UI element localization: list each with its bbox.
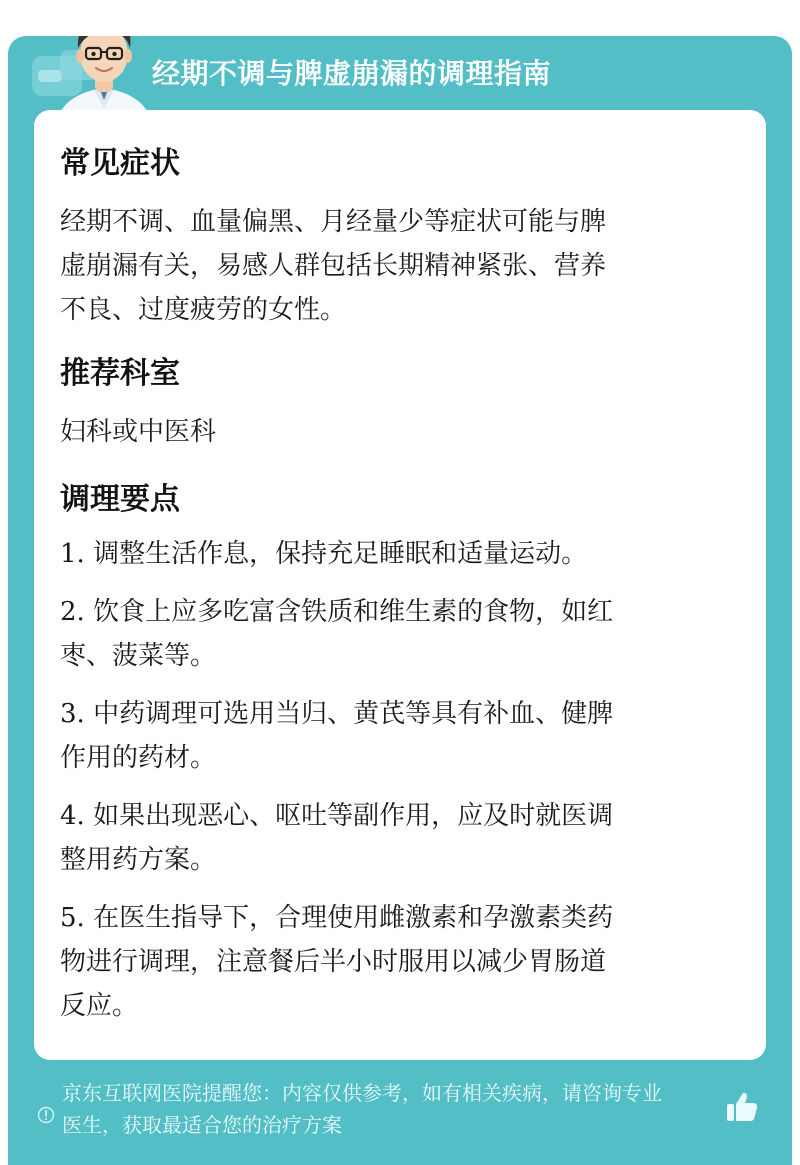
- tip-line: 如果出现恶心、呕吐等副作用，应及时就医调: [93, 801, 614, 831]
- tip-item-1: [60, 532, 740, 576]
- tip-number: 2.: [60, 597, 85, 627]
- guide-card: [8, 36, 792, 1165]
- disclaimer-line: 医生，获取最适合您的治疗方案: [62, 1113, 342, 1137]
- symptoms-line: 经期不调、血量偏黑、月经量少等症状可能与脾: [60, 207, 607, 237]
- tip-line: 饮食上应多吃富含铁质和维生素的食物，如红: [93, 597, 614, 627]
- tip-line: 整用药方案。: [60, 845, 217, 875]
- tip-line: 在医生指导下，合理使用雌激素和孕激素类药: [93, 903, 614, 933]
- tip-line: 反应。: [60, 991, 139, 1021]
- tips-heading: 调理要点: [60, 482, 180, 517]
- tip-line: 调整生活作息，保持充足睡眠和适量运动。: [93, 539, 588, 569]
- symptoms-text: [60, 200, 740, 332]
- disclaimer-line: 京东互联网医院提醒您：内容仅供参考，如有相关疾病，请咨询专业: [62, 1081, 662, 1105]
- symptoms-heading: 常见症状: [60, 146, 180, 181]
- info-icon: [37, 1106, 55, 1124]
- tip-number: 4.: [60, 801, 85, 831]
- tip-item-5: [60, 896, 740, 1028]
- page-title: 经期不调与脾虚崩漏的调理指南: [152, 57, 552, 90]
- tip-line: 中药调理可选用当归、黄芪等具有补血、健脾: [93, 699, 614, 729]
- department-heading: 推荐科室: [60, 356, 180, 391]
- tip-number: 1.: [60, 539, 85, 569]
- symptoms-line: 不良、过度疲劳的女性。: [60, 295, 347, 325]
- tip-item-3: [60, 692, 740, 780]
- tip-number: 3.: [60, 699, 85, 729]
- thumbs-up-icon[interactable]: [724, 1089, 760, 1125]
- content-panel: [34, 110, 766, 1060]
- department-text: 妇科或中医科: [60, 417, 217, 447]
- tip-line: 物进行调理，注意餐后半小时服用以减少胃肠道: [60, 947, 607, 977]
- disclaimer-text: [62, 1077, 732, 1141]
- tip-item-2: [60, 590, 740, 678]
- tip-line: 枣、菠菜等。: [60, 641, 217, 671]
- disclaimer-footer: [8, 1072, 792, 1152]
- tip-line: 作用的药材。: [60, 743, 217, 773]
- symptoms-line: 虚崩漏有关，易感人群包括长期精神紧张、营养: [60, 251, 607, 281]
- tip-item-4: [60, 794, 740, 882]
- tip-number: 5.: [60, 903, 85, 933]
